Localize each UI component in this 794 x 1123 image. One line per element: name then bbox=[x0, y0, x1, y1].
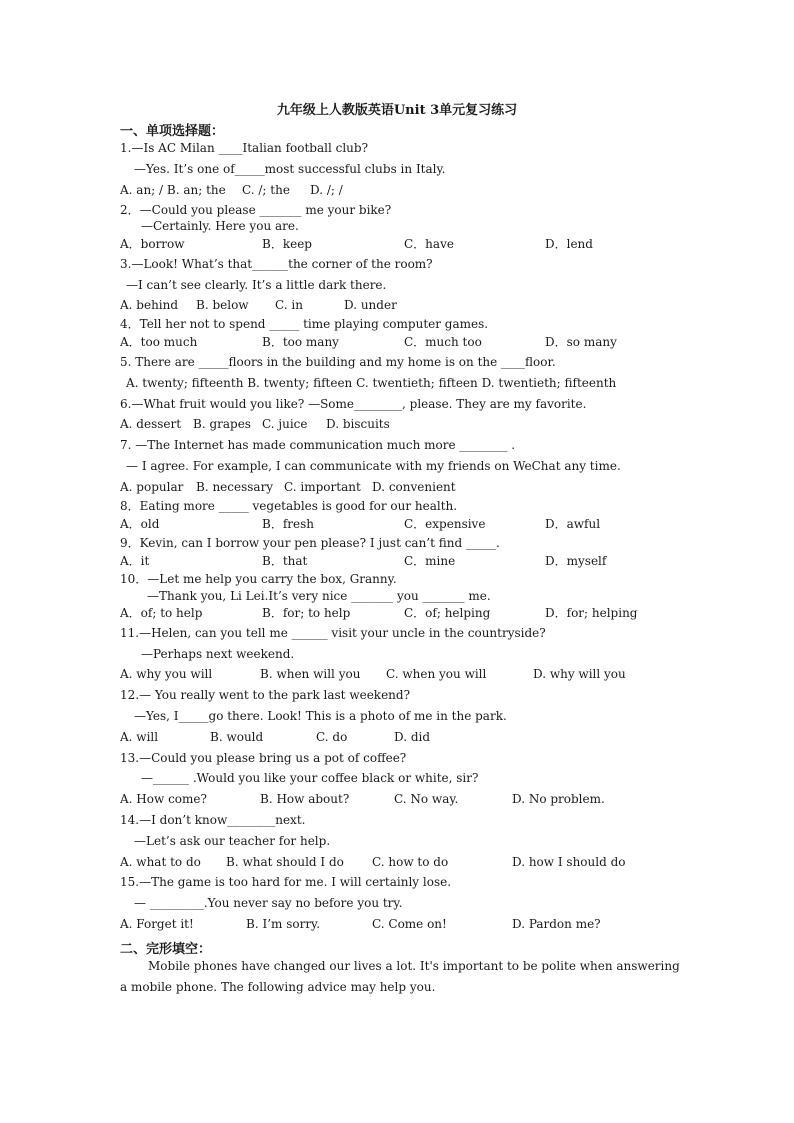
question-stem: 4．Tell her not to spend _____ time playing computer games. bbox=[120, 317, 489, 331]
answer-option: D. /; / bbox=[310, 183, 343, 197]
answer-option: C. Come on! bbox=[372, 917, 447, 931]
answer-option: C．much too bbox=[404, 335, 482, 349]
question-dialogue-line: —Let’s ask our teacher for help. bbox=[134, 834, 331, 848]
cloze-paragraph-line: Mobile phones have changed our lives a lot. It's important to be polite when answering bbox=[148, 959, 680, 973]
question-dialogue-line: —I can’t see clearly. It’s a little dark there. bbox=[126, 278, 387, 292]
question-stem: 1.—Is AC Milan ____Italian football club? bbox=[120, 141, 369, 155]
question-stem: 2．—Could you please _______ me your bike? bbox=[120, 203, 392, 217]
answer-option: A. How come? bbox=[120, 792, 207, 806]
answer-option: B．for; to help bbox=[262, 606, 351, 620]
answer-option: A. twenty; fifteenth B. twenty; fifteen C. twentieth; fifteen D. twentieth; fifteenth bbox=[126, 376, 617, 390]
answer-option: D. under bbox=[344, 298, 397, 312]
answer-option: D．myself bbox=[545, 554, 607, 568]
answer-option: B. grapes bbox=[193, 417, 251, 431]
question-stem: 5. There are _____floors in the building and my home is on the ____floor. bbox=[120, 355, 556, 369]
answer-option: D．lend bbox=[545, 237, 593, 251]
question-dialogue-line: — I agree. For example, I can communicate with my friends on WeChat any time. bbox=[126, 459, 621, 473]
answer-option: C. No way. bbox=[394, 792, 459, 806]
answer-option: A. will bbox=[120, 730, 159, 744]
answer-option: C．have bbox=[404, 237, 454, 251]
answer-option: A．it bbox=[120, 554, 150, 568]
answer-option: B. below bbox=[196, 298, 249, 312]
question-dialogue-line: —Perhaps next weekend. bbox=[141, 647, 295, 661]
answer-option: B．fresh bbox=[262, 517, 314, 531]
answer-option: B. what should I do bbox=[226, 855, 344, 869]
question-stem: 10．—Let me help you carry the box, Granny. bbox=[120, 572, 397, 586]
answer-option: D．for; helping bbox=[545, 606, 638, 620]
answer-option: C. do bbox=[316, 730, 348, 744]
answer-option: B．that bbox=[262, 554, 308, 568]
answer-option: C. juice bbox=[262, 417, 308, 431]
answer-option: A. Forget it! bbox=[120, 917, 194, 931]
answer-option: A. what to do bbox=[120, 855, 201, 869]
question-stem: 14.—I don’t know________next. bbox=[120, 813, 306, 827]
answer-option: D．awful bbox=[545, 517, 601, 531]
question-stem: 6.—What fruit would you like? —Some________, please. They are my favorite. bbox=[120, 397, 587, 411]
answer-option: A. dessert bbox=[120, 417, 182, 431]
answer-option: B. I’m sorry. bbox=[246, 917, 321, 931]
answer-option: A．too much bbox=[120, 335, 198, 349]
answer-option: D. why will you bbox=[533, 667, 626, 681]
answer-option: D．so many bbox=[545, 335, 617, 349]
answer-option: B．keep bbox=[262, 237, 312, 251]
question-dialogue-line: —Thank you, Li Lei.It’s very nice _______ you _______ me. bbox=[147, 589, 491, 603]
section-heading-multiple-choice: 一、单项选择题： bbox=[120, 124, 225, 139]
answer-option: B. when will you bbox=[260, 667, 361, 681]
question-stem: 7. —The Internet has made communication much more ________ . bbox=[120, 438, 516, 452]
question-dialogue-line: —Yes, I_____go there. Look! This is a photo of me in the park. bbox=[134, 709, 507, 723]
answer-option: A. why you will bbox=[120, 667, 213, 681]
answer-option: C. important bbox=[284, 480, 361, 494]
answer-option: D. did bbox=[394, 730, 431, 744]
answer-option: A. an; / B. an; the bbox=[120, 183, 226, 197]
answer-option: B．too many bbox=[262, 335, 339, 349]
question-dialogue-line: —Yes. It’s one of_____most successful clubs in Italy. bbox=[134, 162, 446, 176]
question-dialogue-line: — _________.You never say no before you try. bbox=[134, 896, 403, 910]
answer-option: B. would bbox=[210, 730, 264, 744]
question-stem: 13.—Could you please bring us a pot of coffee? bbox=[120, 751, 407, 765]
answer-option: B. How about? bbox=[260, 792, 350, 806]
cloze-paragraph-line: a mobile phone. The following advice may help you. bbox=[120, 980, 436, 994]
answer-option: C．expensive bbox=[404, 517, 486, 531]
question-stem: 12.— You really went to the park last weekend? bbox=[120, 688, 411, 702]
answer-option: A．of; to help bbox=[120, 606, 203, 620]
question-stem: 15.—The game is too hard for me. I will certainly lose. bbox=[120, 875, 452, 889]
answer-option: D. Pardon me? bbox=[512, 917, 601, 931]
worksheet-title: 九年级上人教版英语Unit 3单元复习练习 bbox=[276, 103, 518, 118]
answer-option: A. behind bbox=[120, 298, 179, 312]
question-stem: 3.—Look! What’s that______the corner of the room? bbox=[120, 257, 433, 271]
answer-option: C. how to do bbox=[372, 855, 449, 869]
answer-option: A．old bbox=[120, 517, 160, 531]
answer-option: C. in bbox=[275, 298, 303, 312]
answer-option: C. when you will bbox=[386, 667, 487, 681]
answer-option: D. No problem. bbox=[512, 792, 605, 806]
answer-option: D. how I should do bbox=[512, 855, 626, 869]
answer-option: C．mine bbox=[404, 554, 456, 568]
answer-option: B. necessary bbox=[196, 480, 274, 494]
answer-option: A．borrow bbox=[120, 237, 185, 251]
question-stem: 11.—Helen, can you tell me ______ visit your uncle in the countryside? bbox=[120, 626, 546, 640]
question-dialogue-line: —______ .Would you like your coffee black or white, sir? bbox=[141, 771, 479, 785]
question-dialogue-line: —Certainly. Here you are. bbox=[141, 219, 299, 233]
answer-option: A. popular bbox=[120, 480, 184, 494]
answer-option: C．of; helping bbox=[404, 606, 491, 620]
answer-option: C. /; the bbox=[242, 183, 290, 197]
answer-option: D. biscuits bbox=[326, 417, 390, 431]
answer-option: D. convenient bbox=[372, 480, 456, 494]
question-stem: 9．Kevin, can I borrow your pen please? I just can’t find _____. bbox=[120, 536, 500, 550]
section-heading-cloze: 二、完形填空： bbox=[120, 942, 212, 957]
question-stem: 8．Eating more _____ vegetables is good for our health. bbox=[120, 499, 458, 513]
